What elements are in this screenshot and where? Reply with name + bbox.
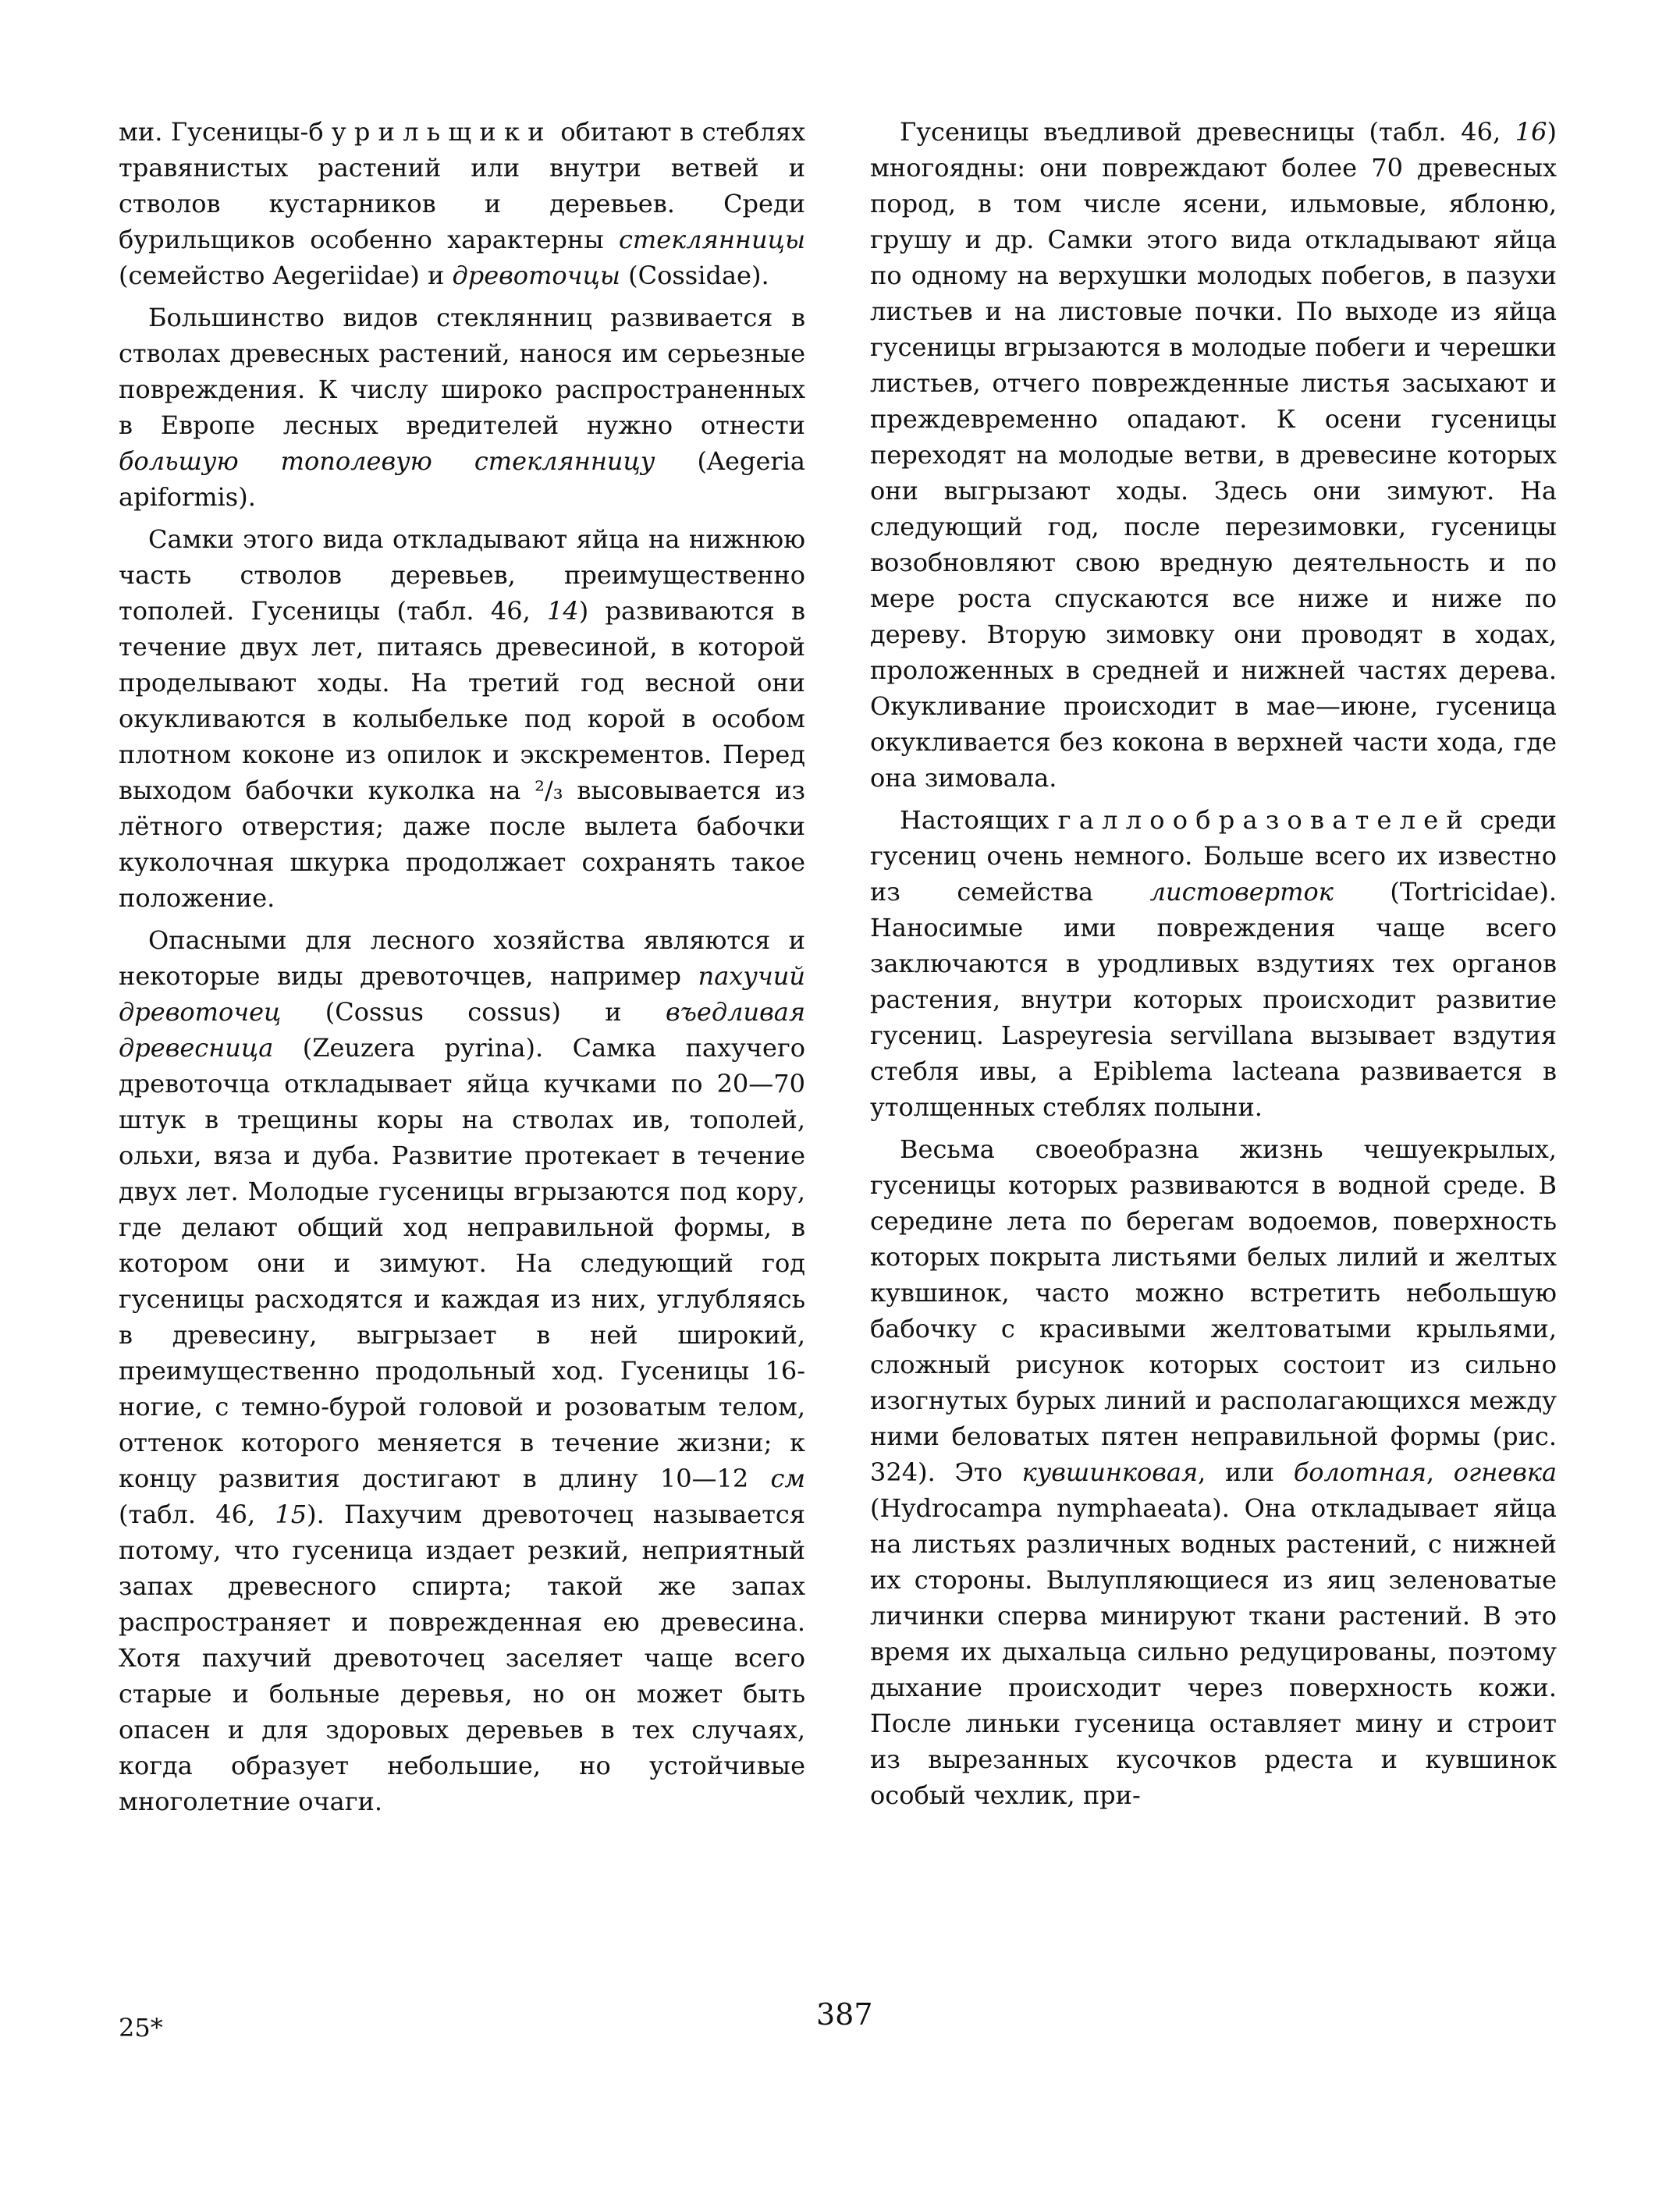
page-number: 387 [816,1997,873,2032]
paragraph: Опасными для лесного хозяйства являются и некоторые виды древоточцев, например пахучий древоточец (Cossus cossus) и въедливая древесница (Zeuzera pyrina). Самка пахучего древоточца откладывает яйца кучками по 20—70 штук в трещины коры на стволах ив, тополей, ольхи, вяза и дуба. Развитие протекает в течение двух лет. Молодые гусеницы вгрызаются под кору, где делают общий ход неправильной формы, в котором они и зимуют. На следующий год гусеницы расходятся и каждая из них, углубляясь в древесину, выгрызает в ней широкий, преимущественно продольный ход. Гусеницы 16-ногие, с темно-бурой головой и розоватым телом, оттенок которого меняется в течение жизни; к концу развития достигают в длину 10—12 см (табл. 46, 15). Пахучим древоточец называется потому, что гусеница издает резкий, неприятный запах древесного спирта; такой же запах распространяет и поврежденная ею древесина. Хотя пахучий древоточец заселяет чаще всего старые и больные деревья, но он может быть опасен и для здоровых деревьев в тех случаях, когда образует небольшие, но устойчивые многолетние очаги. [119,925,805,1816]
paragraph: Весьма своеобразна жизнь чешуекрылых, гусеницы которых развиваются в водной среде. В середине лета по берегам водоемов, поверхность которых покрыта листьями белых лилий и желтых кувшинок, часто можно встретить небольшую бабочку с красивыми желтоватыми крыльями, сложный рисунок которых состоит из сильно изогнутых бурых линий и располагающихся между ними беловатых пятен неправильной формы (рис. 324). Это кувшинковая, или болотная, огневка (Hydrocampa nymphaeata). Она откладывает яйца на листьях различных водных растений, с нижней их стороны. Вылупляющиеся из яиц зеленоватые личинки сперва минируют ткани растений. В это время их дыхальца сильно редуцированы, поэтому дыхание происходит через поверхность кожи. После линьки гусеница оставляет мину и строит из вырезанных кусочков рдеста и кувшинок особый чехлик, при- [870,1134,1557,1810]
right-column [870,114,1557,1819]
paragraph: Настоящих галлообразователей среди гусениц очень немного. Больше всего их известно из семейства листоверток (Tortricidae). Наносимые ими повреждения чаще всего заключаются в уродливых вздутиях тех органов растения, внутри которых происходит развитие гусениц. Laspeyresia servillana вызывает вздутия стебля ивы, а Epiblema lacteana развивается в утолщенных стеблях полыни. [870,805,1557,1122]
paragraph: Самки этого вида откладывают яйца на нижнюю часть стволов деревьев, преимущественно тополей. Гусеницы (табл. 46, 14) развиваются в течение двух лет, питаясь древесиной, в которой проделывают ходы. На третий год весной они окукливаются в колыбельке под корой в особом плотном коконе из опилок и экскрементов. Перед выходом бабочки куколка на ²/₃ высовывается из лётного отверстия; даже после вылета бабочки куколочная шкурка продолжает сохранять такое положение. [119,524,806,913]
left-column [119,114,805,1826]
printer-signature: 25* [119,2013,163,2043]
paragraph: Большинство видов стеклянниц развивается в стволах древесных растений, нанося им серьезные повреждения. К числу широко распространенных в Европе лесных вредителей нужно отнести большую тополевую стеклянницу (Aegeria apiformis). [119,303,806,512]
paragraph: ми. Гусеницы-бурильщики обитают в стеблях травянистых растений или внутри ветвей и стволов кустарников и деревьев. Среди бурильщиков особенно характерны стеклянницы (семейство Aegeriidae) и древоточцы (Cossidae). [119,117,806,290]
paragraph: Гусеницы въедливой древесницы (табл. 46, 16) многоядны: они повреждают более 70 древесных пород, в том числе ясени, ильмовые, яблоню, грушу и др. Самки этого вида откладывают яйца по одному на верхушки молодых побегов, в пазухи листьев и на листовые почки. По выходе из яйца гусеницы вгрызаются в молодые побеги и черешки листьев, отчего поврежденные листья засыхают и преждевременно опадают. К осени гусеницы переходят на молодые ветви, в древесине которых они выгрызают ходы. Здесь они зимуют. На следующий год, после перезимовки, гусеницы возобновляют свою вредную деятельность и по мере роста спускаются все ниже и ниже по дереву. Вторую зимовку они проводят в ходах, проложенных в средней и нижней частях дерева. Окукливание происходит в мае—июне, гусеница окукливается без кокона в верхней части хода, где она зимовала. [870,117,1557,793]
